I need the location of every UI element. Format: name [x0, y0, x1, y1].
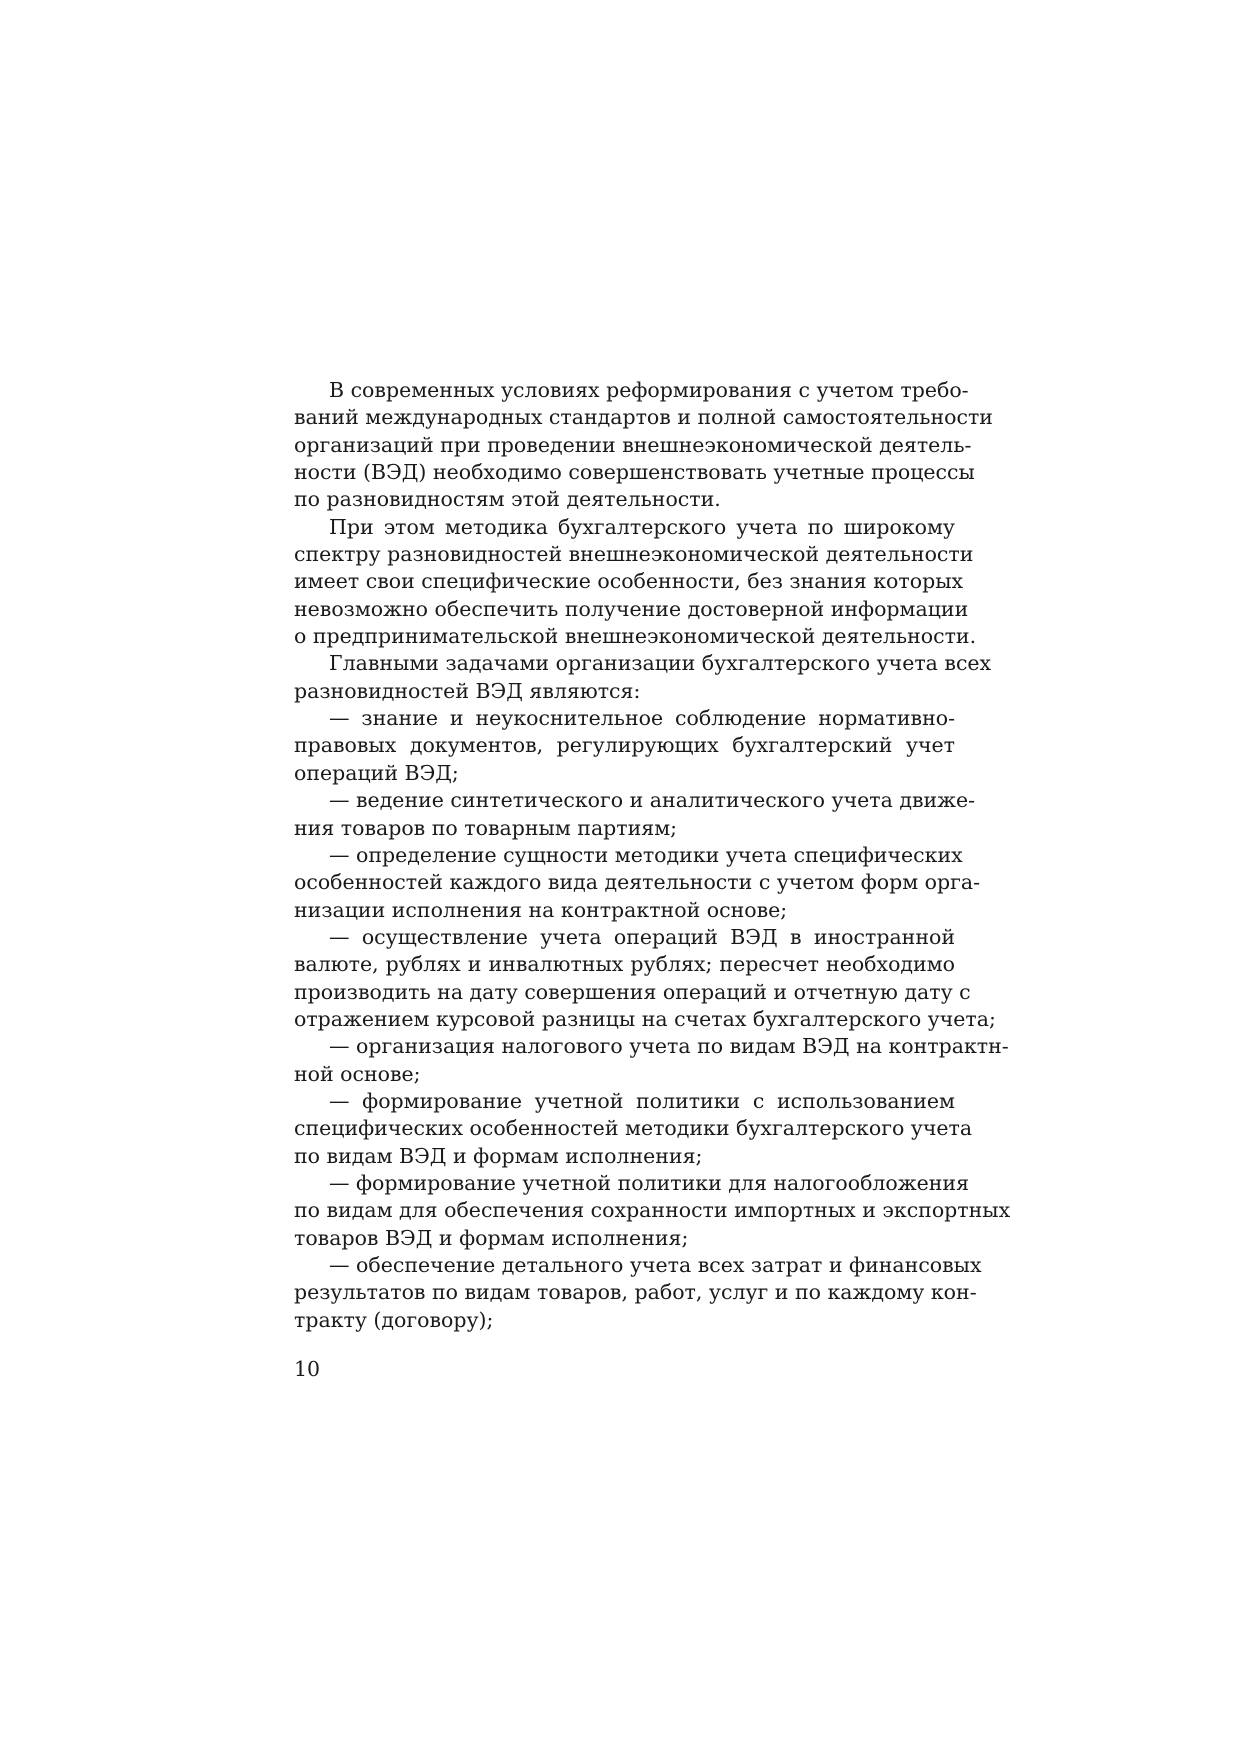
list-item-line: специфических особенностей методики бухгалтерского учета	[294, 1116, 973, 1141]
list-item-line: по видам ВЭД и формам исполнения;	[294, 1143, 703, 1168]
list-item-line: — знание и неукоснительное соблюдение нормативно-	[329, 706, 955, 731]
list-item-line: — ведение синтетического и аналитического учета движе-	[329, 788, 976, 813]
list-item-line: правовых документов, регулирующих бухгалтерский учет	[294, 733, 955, 758]
list-item-line: операций ВЭД;	[294, 760, 459, 785]
text-line: разновидностей ВЭД являются:	[294, 678, 641, 703]
text-line: При этом методика бухгалтерского учета по широкому	[329, 514, 955, 539]
list-item-line: — осуществление учета операций ВЭД в иностранной	[329, 924, 955, 949]
text-line: по разновидностям этой деятельности.	[294, 487, 721, 512]
list-item-line: по видам для обеспечения сохранности импортных и экспортных	[294, 1198, 1011, 1223]
text-line: невозможно обеспечить получение достоверной информации	[294, 596, 969, 621]
list-item-line: — определение сущности методики учета специфических	[329, 842, 963, 867]
text-line: спектру разновидностей внешнеэкономической деятельности	[294, 542, 974, 567]
text-line: организаций при проведении внешнеэкономической деятель-	[294, 432, 972, 457]
list-item-line: низации исполнения на контрактной основе;	[294, 897, 788, 922]
list-item-line: ной основе;	[294, 1061, 421, 1086]
list-item-line: — организация налогового учета по видам ВЭД на контрактн-	[329, 1034, 1009, 1059]
text-line: В современных условиях реформирования с учетом требо-	[329, 378, 969, 402]
text-line: ваний международных стандартов и полной самостоятельности	[294, 405, 993, 430]
list-item-line: товаров ВЭД и формам исполнения;	[294, 1225, 689, 1250]
text-line: имеет свои специфические особенности, без знания которых	[294, 569, 964, 594]
text-line: о предпринимательской внешнеэкономической деятельности.	[294, 624, 977, 649]
body-text	[294, 377, 1011, 1334]
list-item-line: отражением курсовой разницы на счетах бухгалтерского учета;	[294, 1006, 996, 1031]
text-line: ности (ВЭД) необходимо совершенствовать учетные процессы	[294, 460, 975, 485]
list-item-line: тракту (договору);	[294, 1307, 494, 1332]
text-line: Главными задачами организации бухгалтерского учета всех	[329, 651, 992, 676]
list-item-line: производить на дату совершения операций и отчетную дату с	[294, 979, 971, 1004]
list-item-line: — формирование учетной политики с использованием	[329, 1088, 955, 1113]
page-number: 10	[294, 1357, 321, 1381]
list-item-line: валюте, рублях и инвалютных рублях; пересчет необходимо	[294, 952, 955, 977]
list-item-line: — формирование учетной политики для налогообложения	[329, 1170, 970, 1195]
list-item-line: результатов по видам товаров, работ, услуг и по каждому кон-	[294, 1280, 977, 1305]
list-item-line: особенностей каждого вида деятельности с учетом форм орга-	[294, 870, 981, 895]
list-item-line: — обеспечение детального учета всех затрат и финансовых	[329, 1253, 982, 1277]
list-item-line: ния товаров по товарным партиям;	[294, 815, 678, 840]
